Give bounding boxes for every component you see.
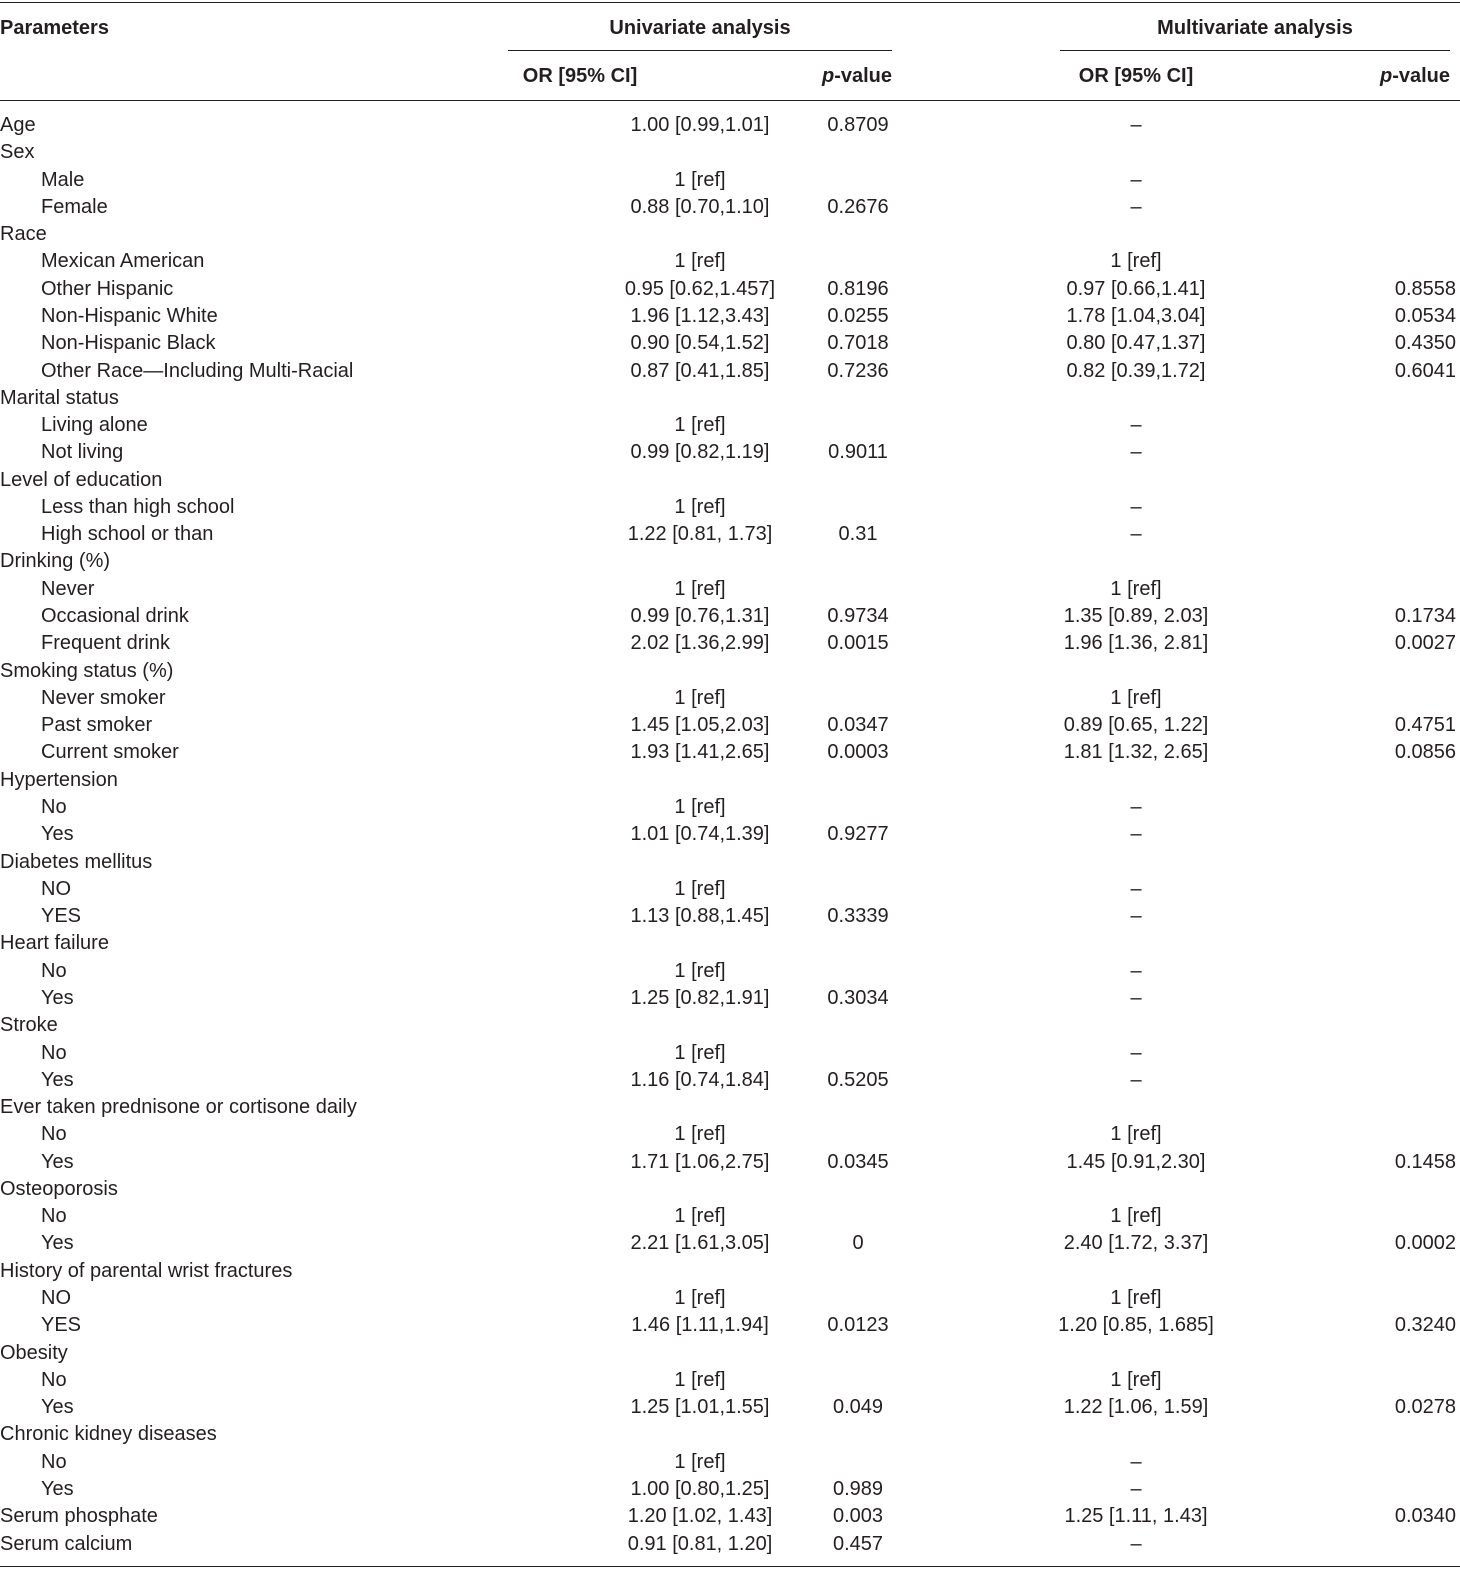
multivariate-or-cell: – — [1130, 959, 1142, 982]
row-label: Hypertension — [0, 768, 118, 791]
table-row — [0, 849, 1460, 876]
multivariate-p-cell: 0.0027 — [1394, 632, 1456, 655]
univariate-p-cell: 0.8709 — [827, 114, 889, 136]
multivariate-or-cell: – — [1130, 1532, 1142, 1555]
multivariate-or-cell: 1 [ref] — [1110, 577, 1162, 600]
univariate-or-cell: 1 [ref] — [674, 1041, 726, 1064]
row-label: Yes — [41, 1232, 74, 1255]
table-row — [0, 821, 1460, 848]
univariate-p-cell: 0.9011 — [828, 441, 888, 464]
multivariate-p-cell: 0.1734 — [1394, 605, 1456, 628]
multivariate-or-cell: 0.89 [0.65, 1.22] — [1063, 714, 1209, 737]
row-label: Stroke — [0, 1014, 58, 1037]
row-label: Non-Hispanic Black — [41, 332, 216, 355]
multivariate-or-cell: – — [1130, 114, 1142, 136]
univariate-or-cell: 0.88 [0.70,1.10] — [630, 195, 770, 218]
multivariate-or-cell: 1 [ref] — [1110, 1368, 1162, 1391]
row-label: NO — [41, 1287, 71, 1310]
row-label: Non-Hispanic White — [41, 304, 218, 327]
multivariate-p-cell: 0.4751 — [1394, 714, 1456, 737]
row-label: No — [41, 1123, 67, 1146]
table-row — [0, 576, 1460, 603]
table-row — [0, 794, 1460, 821]
row-label: Less than high school — [41, 495, 235, 518]
table-row — [0, 167, 1460, 194]
univariate-or-cell: 1 [ref] — [674, 577, 726, 600]
table-row — [0, 903, 1460, 930]
table-row — [0, 139, 1460, 166]
row-label: Drinking (%) — [0, 550, 111, 573]
table-row — [0, 494, 1460, 521]
row-label: Obesity — [0, 1341, 68, 1364]
univariate-p-cell: 0.8196 — [827, 277, 889, 300]
table-row — [0, 930, 1460, 957]
row-label: Age — [0, 114, 36, 136]
row-label: Serum calcium — [0, 1532, 133, 1555]
table-row — [0, 1285, 1460, 1312]
table-row — [0, 1203, 1460, 1230]
multivariate-span-rule — [1060, 50, 1450, 51]
row-label: Female — [41, 195, 108, 218]
multivariate-or-cell: 1.81 [1.32, 2.65] — [1063, 741, 1209, 764]
multivariate-p-cell: 0.0002 — [1394, 1232, 1456, 1255]
table-row — [0, 467, 1460, 494]
univariate-or-cell: 1.96 [1.12,3.43] — [630, 304, 770, 327]
univariate-or-cell: 1 [ref] — [674, 495, 726, 518]
univariate-or-cell: 1 [ref] — [674, 959, 726, 982]
univariate-or-cell: 1.01 [0.74,1.39] — [630, 823, 770, 846]
row-label: Heart failure — [0, 932, 109, 955]
row-label: Yes — [41, 1396, 74, 1419]
row-label: YES — [41, 1314, 82, 1337]
multivariate-p-cell: 0.0278 — [1394, 1396, 1456, 1419]
univariate-or-cell: 1 [ref] — [674, 168, 726, 191]
multivariate-or-cell: 1.25 [1.11, 1.43] — [1064, 1505, 1208, 1528]
univariate-or-cell: 1 [ref] — [674, 796, 726, 818]
table-row — [0, 958, 1460, 985]
univariate-or-cell: 1.46 [1.11,1.94] — [631, 1314, 769, 1337]
row-label: Never — [41, 577, 95, 600]
row-label: Male — [41, 168, 85, 191]
header-multivariate-or: OR [95% CI] — [1078, 65, 1194, 87]
multivariate-p-cell: 0.1458 — [1394, 1150, 1456, 1173]
multivariate-or-cell: – — [1130, 1450, 1142, 1473]
univariate-or-cell: 1 [ref] — [674, 1205, 726, 1228]
table-row — [0, 658, 1460, 685]
table-row — [0, 1367, 1460, 1394]
row-label: Serum phosphate — [0, 1505, 158, 1528]
table-row — [0, 221, 1460, 248]
multivariate-or-cell: 1.20 [0.85, 1.685] — [1058, 1314, 1214, 1337]
table-row — [0, 385, 1460, 412]
table-row — [0, 1012, 1460, 1039]
univariate-or-cell: 2.21 [1.61,3.05] — [630, 1232, 770, 1255]
univariate-or-cell: 1.00 [0.99,1.01] — [630, 114, 770, 136]
row-label: Sex — [0, 141, 35, 164]
header-univariate: Univariate analysis — [609, 17, 791, 39]
row-label: No — [41, 1450, 67, 1473]
row-label: Osteoporosis — [0, 1177, 118, 1200]
multivariate-or-cell: 0.80 [0.47,1.37] — [1066, 332, 1206, 355]
univariate-or-cell: 1 [ref] — [674, 1287, 726, 1310]
table-row — [0, 1258, 1460, 1285]
univariate-p-cell: 0.0347 — [827, 714, 889, 737]
table-row — [0, 1476, 1460, 1503]
p-rest: -value — [1392, 65, 1450, 87]
table-row — [0, 1449, 1460, 1476]
table-row — [0, 630, 1460, 657]
univariate-p-cell: 0.7236 — [827, 359, 889, 382]
header-parameters: Parameters — [0, 17, 109, 39]
univariate-p-cell: 0.0255 — [827, 304, 889, 327]
multivariate-or-cell: 1.96 [1.36, 2.81] — [1063, 632, 1209, 655]
multivariate-or-cell: – — [1130, 905, 1142, 928]
row-label: YES — [41, 905, 82, 928]
row-label: Yes — [41, 1068, 74, 1091]
multivariate-or-cell: 1 [ref] — [1110, 1205, 1162, 1228]
univariate-or-cell: 1.20 [1.02, 1.43] — [627, 1505, 773, 1528]
univariate-or-cell: 0.99 [0.82,1.19] — [630, 441, 770, 464]
univariate-or-cell: 1.93 [1.41,2.65] — [630, 741, 770, 764]
multivariate-or-cell: – — [1130, 414, 1142, 437]
row-label: Marital status — [0, 386, 119, 409]
p-italic: p — [821, 65, 835, 87]
header-multivariate: Multivariate analysis — [1157, 17, 1353, 39]
univariate-p-cell: 0.5205 — [827, 1068, 889, 1091]
row-label: Past smoker — [41, 714, 153, 737]
table-row — [0, 412, 1460, 439]
table-row — [0, 603, 1460, 630]
table-row — [0, 1040, 1460, 1067]
table-row — [0, 1421, 1460, 1448]
table-row — [0, 276, 1460, 303]
table-row — [0, 1503, 1460, 1530]
table-row — [0, 685, 1460, 712]
multivariate-or-cell: – — [1130, 986, 1142, 1009]
univariate-or-cell: 1 [ref] — [674, 686, 726, 709]
univariate-or-cell: 1 [ref] — [674, 877, 726, 900]
multivariate-or-cell: 1.22 [1.06, 1.59] — [1063, 1396, 1209, 1419]
univariate-p-cell: 0.0015 — [827, 632, 889, 655]
header-univariate-p — [800, 64, 892, 88]
row-label: Diabetes mellitus — [0, 850, 153, 873]
table-row — [0, 1312, 1460, 1339]
row-label: High school or than — [41, 523, 214, 546]
table-row — [0, 439, 1460, 466]
univariate-or-cell: 1 [ref] — [674, 414, 726, 437]
table-row — [0, 1340, 1460, 1367]
univariate-or-cell: 1.13 [0.88,1.45] — [630, 905, 770, 928]
multivariate-or-cell: 2.40 [1.72, 3.37] — [1063, 1232, 1209, 1255]
row-label: Yes — [41, 1150, 74, 1173]
univariate-span-rule — [508, 50, 892, 51]
row-label: History of parental wrist fractures — [0, 1259, 293, 1282]
multivariate-or-cell: – — [1130, 441, 1142, 464]
table-row — [0, 1067, 1460, 1094]
univariate-or-cell: 1.22 [0.81, 1.73] — [627, 523, 773, 546]
univariate-or-cell: 1.25 [1.01,1.55] — [630, 1396, 770, 1419]
univariate-or-cell: 1 [ref] — [674, 1123, 726, 1146]
row-label: Other Hispanic — [41, 277, 174, 300]
univariate-or-cell: 1.16 [0.74,1.84] — [630, 1068, 770, 1091]
multivariate-or-cell: – — [1130, 823, 1142, 846]
univariate-p-cell: 0.3339 — [827, 905, 889, 928]
table-row — [0, 1531, 1460, 1558]
p-rest: -value — [834, 65, 892, 87]
row-label: Yes — [41, 823, 74, 846]
multivariate-or-cell: – — [1130, 877, 1142, 900]
header-univariate-or: OR [95% CI] — [522, 65, 638, 87]
table-row — [0, 1176, 1460, 1203]
univariate-p-cell: 0.0345 — [827, 1150, 889, 1173]
multivariate-or-cell: – — [1130, 195, 1142, 218]
multivariate-p-cell: 0.0534 — [1394, 304, 1456, 327]
row-label: No — [41, 1205, 67, 1228]
table-top-rule — [0, 2, 1460, 3]
table-row — [0, 1149, 1460, 1176]
row-label: Current smoker — [41, 741, 179, 764]
univariate-p-cell: 0.9734 — [827, 605, 889, 628]
table-row — [0, 194, 1460, 221]
multivariate-or-cell: 1.35 [0.89, 2.03] — [1063, 605, 1209, 628]
univariate-or-cell: 1 [ref] — [674, 1450, 726, 1473]
univariate-p-cell: 0.31 — [838, 523, 878, 546]
table-row — [0, 1230, 1460, 1257]
univariate-or-cell: 1.00 [0.80,1.25] — [630, 1478, 770, 1500]
p-italic: p — [1379, 65, 1393, 87]
table-bottom-rule — [0, 1566, 1460, 1567]
univariate-or-cell: 0.99 [0.76,1.31] — [630, 605, 770, 628]
multivariate-p-cell: 0.0340 — [1394, 1505, 1456, 1528]
univariate-p-cell: 0.2676 — [827, 195, 889, 218]
row-label: No — [41, 1041, 67, 1064]
multivariate-or-cell: – — [1130, 168, 1142, 191]
table-row — [0, 1121, 1460, 1148]
row-label: Mexican American — [41, 250, 205, 273]
multivariate-p-cell: 0.6041 — [1394, 359, 1456, 382]
univariate-or-cell: 0.87 [0.41,1.85] — [630, 359, 770, 382]
univariate-p-cell: 0.3034 — [827, 986, 889, 1009]
row-label: Smoking status (%) — [0, 659, 174, 682]
table-row — [0, 712, 1460, 739]
univariate-p-cell: 0.003 — [832, 1505, 884, 1528]
univariate-or-cell: 1.71 [1.06,2.75] — [630, 1150, 770, 1173]
multivariate-or-cell: – — [1130, 495, 1142, 518]
univariate-or-cell: 0.95 [0.62,1.457] — [624, 277, 776, 300]
row-label: Chronic kidney diseases — [0, 1423, 217, 1446]
row-label: NO — [41, 877, 71, 900]
univariate-p-cell: 0 — [852, 1232, 864, 1255]
univariate-or-cell: 1 [ref] — [674, 250, 726, 273]
univariate-or-cell: 0.91 [0.81, 1.20] — [627, 1532, 773, 1555]
row-label: No — [41, 796, 67, 818]
table-row — [0, 767, 1460, 794]
multivariate-or-cell: 1.45 [0.91,2.30] — [1066, 1150, 1206, 1173]
table-row — [0, 876, 1460, 903]
row-label: Not living — [41, 441, 124, 464]
univariate-p-cell: 0.0123 — [827, 1314, 889, 1337]
row-label: No — [41, 959, 67, 982]
multivariate-p-cell: 0.0856 — [1394, 741, 1456, 764]
univariate-or-cell: 1 [ref] — [674, 1368, 726, 1391]
row-label: Living alone — [41, 414, 148, 437]
row-label: Race — [0, 223, 47, 246]
table-row — [0, 358, 1460, 385]
univariate-p-cell: 0.9277 — [827, 823, 889, 846]
row-label: Yes — [41, 986, 74, 1009]
row-label: Ever taken prednisone or cortisone daily — [0, 1096, 357, 1119]
multivariate-or-cell: – — [1130, 1068, 1142, 1091]
table-row — [0, 739, 1460, 766]
row-label: Yes — [41, 1478, 74, 1500]
row-label: Level of education — [0, 468, 163, 491]
table-row — [0, 1394, 1460, 1421]
table-row — [0, 521, 1460, 548]
univariate-p-cell: 0.7018 — [827, 332, 889, 355]
header-bottom-rule — [0, 100, 1460, 101]
multivariate-or-cell: 1 [ref] — [1110, 1287, 1162, 1310]
multivariate-p-cell: 0.4350 — [1394, 332, 1456, 355]
multivariate-or-cell: – — [1130, 796, 1142, 818]
table-row — [0, 330, 1460, 357]
row-label: Occasional drink — [41, 605, 189, 628]
row-label: Other Race—Including Multi-Racial — [41, 359, 354, 382]
table-row — [0, 248, 1460, 275]
table-row — [0, 548, 1460, 575]
multivariate-or-cell: 0.97 [0.66,1.41] — [1066, 277, 1206, 300]
row-label: No — [41, 1368, 67, 1391]
multivariate-or-cell: – — [1130, 1478, 1142, 1500]
univariate-p-cell: 0.989 — [832, 1478, 884, 1500]
univariate-or-cell: 0.90 [0.54,1.52] — [630, 332, 770, 355]
univariate-or-cell: 1.45 [1.05,2.03] — [630, 714, 770, 737]
multivariate-or-cell: 1 [ref] — [1110, 1123, 1162, 1146]
header-multivariate-p — [1350, 64, 1450, 88]
univariate-or-cell: 1.25 [0.82,1.91] — [630, 986, 770, 1009]
univariate-or-cell: 2.02 [1.36,2.99] — [630, 632, 770, 655]
row-label: Frequent drink — [41, 632, 170, 655]
row-label: Never smoker — [41, 686, 166, 709]
multivariate-or-cell: 0.82 [0.39,1.72] — [1066, 359, 1206, 382]
multivariate-or-cell: – — [1130, 1041, 1142, 1064]
multivariate-or-cell: 1 [ref] — [1110, 250, 1162, 273]
univariate-p-cell: 0.457 — [832, 1532, 884, 1555]
multivariate-p-cell: 0.8558 — [1394, 277, 1456, 300]
multivariate-p-cell: 0.3240 — [1394, 1314, 1456, 1337]
table-row — [0, 1094, 1460, 1121]
univariate-p-cell: 0.0003 — [827, 741, 889, 764]
multivariate-or-cell: 1 [ref] — [1110, 686, 1162, 709]
table-row — [0, 112, 1460, 139]
multivariate-or-cell: – — [1130, 523, 1142, 546]
table-row — [0, 303, 1460, 330]
table-row — [0, 985, 1460, 1012]
univariate-p-cell: 0.049 — [832, 1396, 884, 1419]
multivariate-or-cell: 1.78 [1.04,3.04] — [1066, 304, 1206, 327]
